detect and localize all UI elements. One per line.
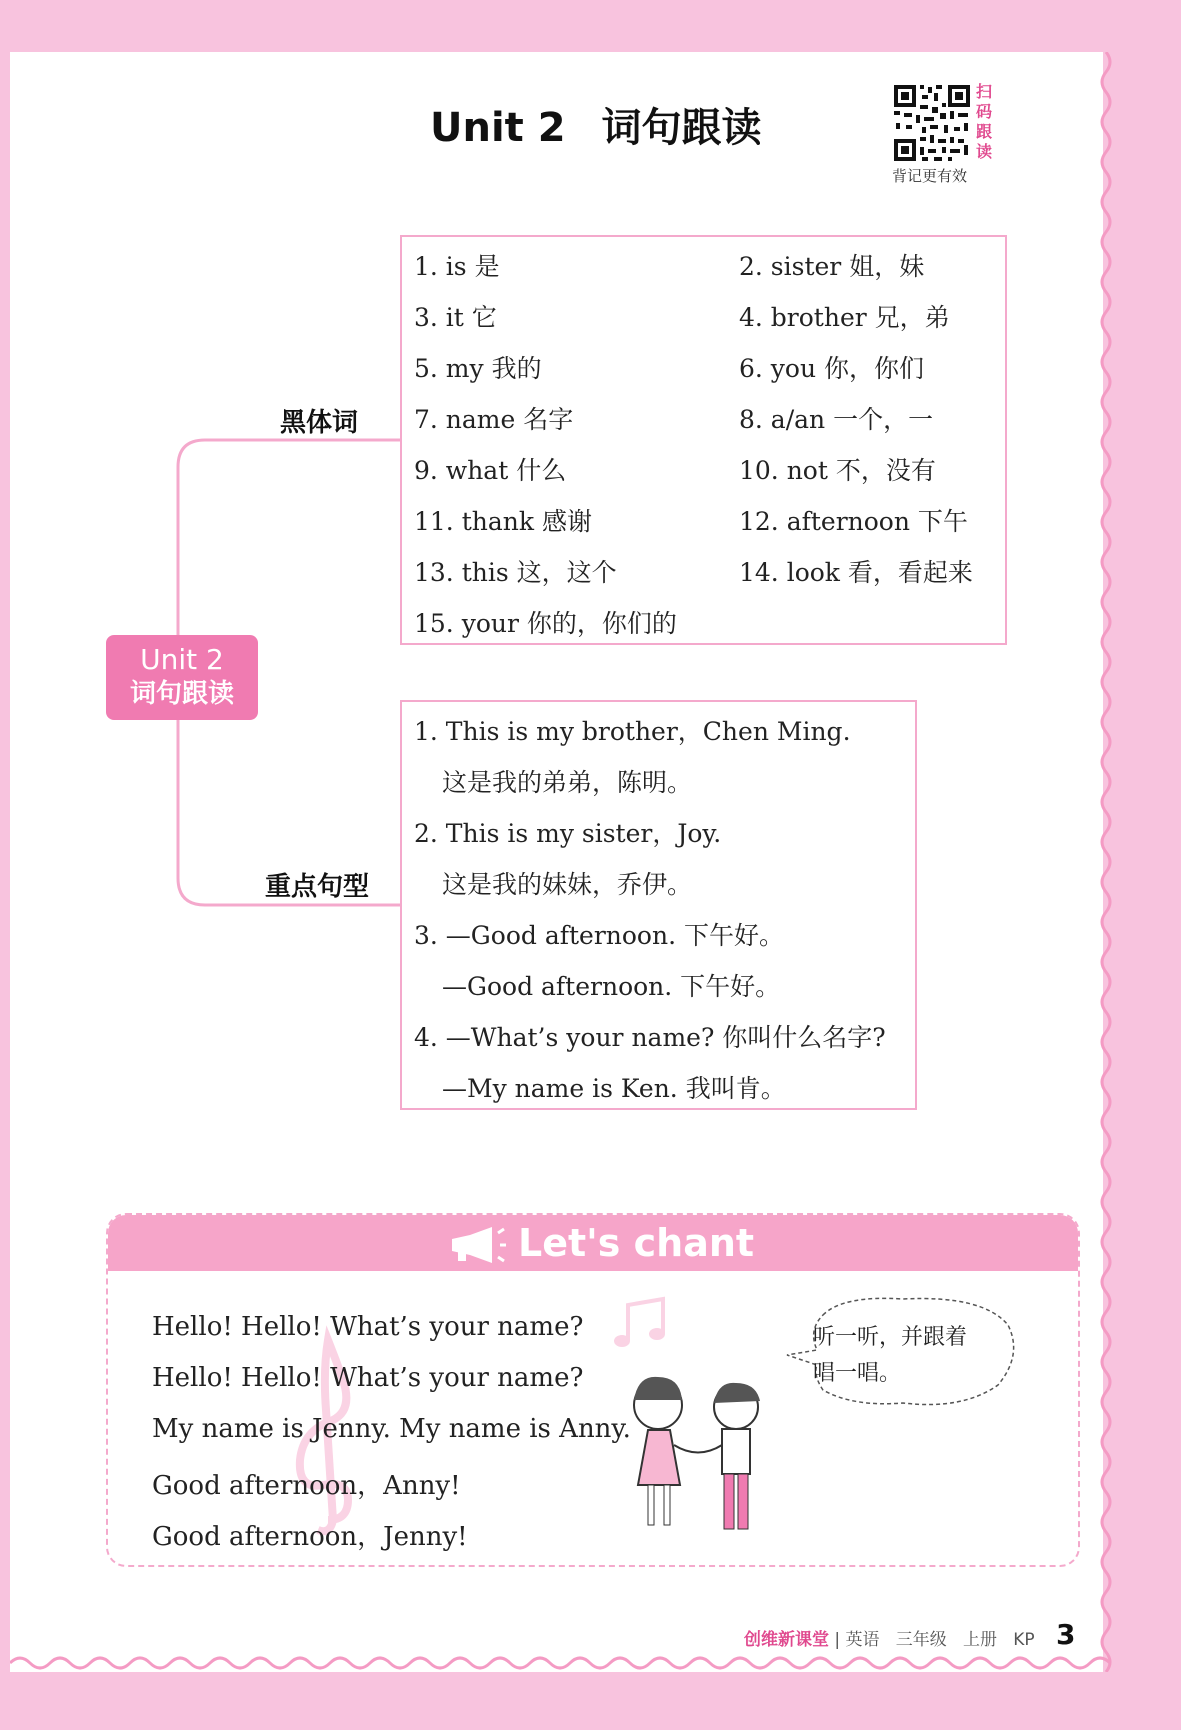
sentence-line: —Good afternoon. 下午好。 [442,972,781,1001]
title-text: 词句跟读 [601,105,762,151]
qr-char: 码 [976,102,993,121]
megaphone-icon [448,1225,508,1265]
vocab-item: 1. is 是 [414,252,500,281]
footer-subject: 英语 [845,1630,880,1650]
vocab-item: 2. sister 姐，妹 [739,252,925,281]
chant-line: My name is Jenny. My name is Anny. [152,1414,631,1444]
chant-line: Good afternoon，Anny! [152,1471,461,1501]
vocab-item: 13. this 这，这个 [414,558,617,587]
sentence-translation: 这是我的妹妹，乔伊。 [442,870,693,899]
qr-char: 跟 [976,122,993,141]
chant-line: Good afternoon，Jenny! [152,1522,468,1552]
qr-code-icon[interactable] [892,83,972,163]
vocab-item: 9. what 什么 [414,456,567,485]
vocab-item: 4. brother 兄，弟 [739,303,950,332]
vocab-item: 8. a/an 一个，一 [739,405,934,434]
music-note-icon [614,1299,665,1347]
title-unit: Unit 2 [430,105,566,151]
footer-brand: 创维新课堂 [744,1630,829,1650]
chant-header [108,1215,1078,1271]
vocab-item: 14. look 看，看起来 [739,558,973,587]
footer-volume: 上册 [962,1630,997,1650]
center-unit-label [106,635,258,720]
vocab-item: 6. you 你，你们 [739,354,925,383]
qr-caption: 背记更有效 [892,167,968,185]
bubble-line: 听一听，并跟着 [813,1325,968,1350]
page-number: 3 [1056,1618,1076,1651]
vocab-box [400,235,1007,645]
speech-bubble-text [813,1320,967,1392]
footer-edition: KP [1013,1630,1035,1650]
chant-line: Hello! Hello! What’s your name? [152,1312,584,1342]
qr-side-label [976,82,996,162]
vocab-item: 10. not 不，没有 [739,456,936,485]
chant-panel [106,1213,1080,1567]
chant-title: Let's chant [518,1221,755,1265]
wavy-border-right [1096,52,1116,1672]
qr-char: 扫 [976,82,993,101]
sentence-line: 1. This is my brother，Chen Ming. [414,717,851,746]
vocab-item: 7. name 名字 [414,405,574,434]
center-title: 词句跟读 [129,679,234,709]
sentence-translation: 这是我的弟弟，陈明。 [442,768,693,797]
wavy-border-bottom [10,1648,1120,1678]
vocab-item: 15. your 你的，你们的 [414,609,677,638]
sentence-line: —My name is Ken. 我叫肯。 [442,1074,786,1103]
kids-illustration [608,1295,788,1555]
branch-vocab-label: 黑体词 [280,408,359,438]
branch-sentences-label: 重点句型 [265,872,370,902]
center-unit: Unit 2 [140,643,224,676]
page-title [430,96,762,153]
sentence-line: 3. —Good afternoon. 下午好。 [414,921,784,950]
bubble-line: 唱一唱。 [813,1361,902,1386]
qr-char: 读 [976,142,993,161]
sentence-box [400,700,917,1110]
vocab-item: 11. thank 感谢 [414,507,592,536]
footer-grade: 三年级 [895,1630,947,1650]
vocab-item: 3. it 它 [414,303,497,332]
sentence-line: 4. —What’s your name? 你叫什么名字? [414,1023,886,1052]
sentence-line: 2. This is my sister，Joy. [414,819,722,848]
vocab-item: 5. my 我的 [414,354,542,383]
vocab-item: 12. afternoon 下午 [739,507,968,536]
page-footer: 创维新课堂 | 英语 三年级 上册 KP [744,1630,1035,1650]
chant-line: Hello! Hello! What’s your name? [152,1363,584,1393]
